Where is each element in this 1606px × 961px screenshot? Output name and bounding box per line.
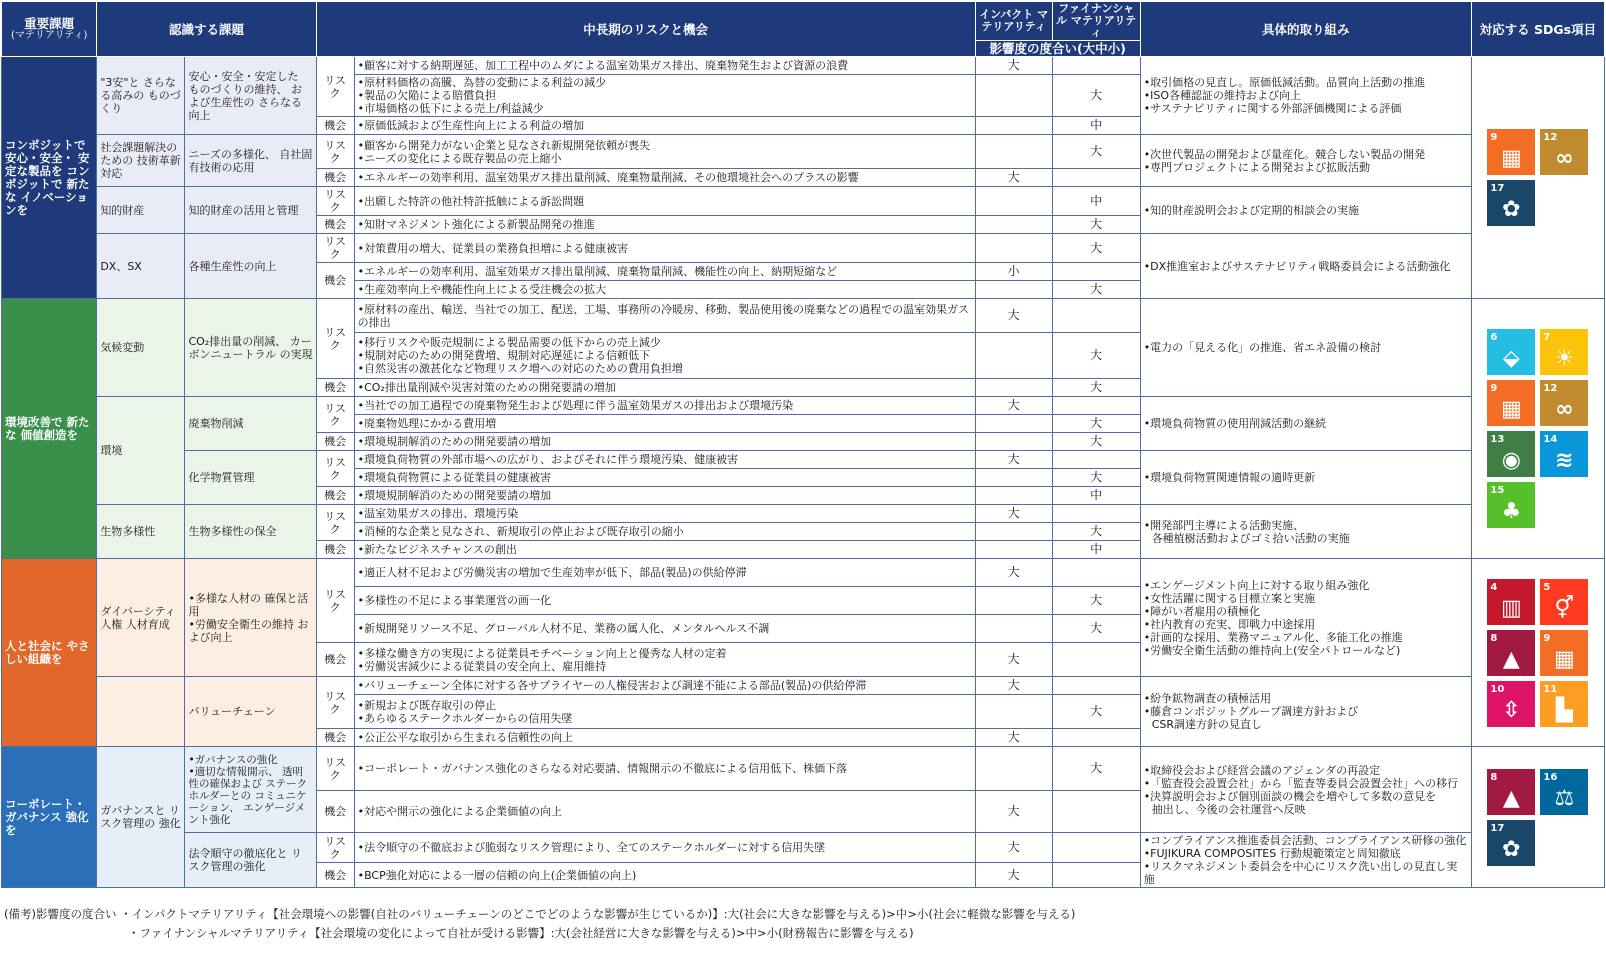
opportunity-label: 機会	[316, 791, 354, 833]
financial-level	[1052, 169, 1140, 187]
financial-level	[1052, 559, 1140, 587]
risk-item: •対策費用の増大、従業員の業務負担増による健康被害	[354, 234, 975, 263]
impact-level	[975, 187, 1052, 216]
impact-level	[975, 234, 1052, 263]
risk-item: •顧客に対する納期遅延、加工工程中のムダによる温室効果ガス排出、廃棄物発生および資源の浪費	[354, 57, 975, 75]
header-materiality: 重要課題 (マテリアリティ)	[2, 2, 97, 57]
opportunity-item: •生産効率向上や機能性向上による受注機会の拡大	[354, 281, 975, 299]
impact-level: 大	[975, 505, 1052, 523]
financial-level	[1052, 643, 1140, 677]
buildings-icon: 11 ▙	[1540, 681, 1588, 727]
financial-level: 大	[1052, 469, 1140, 487]
impact-level	[975, 281, 1052, 299]
risk-label: リスク	[316, 677, 354, 729]
issue: 知的財産の活用と管理	[185, 187, 316, 234]
financial-level: 大	[1052, 216, 1140, 234]
opportunity-label: 機会	[316, 729, 354, 747]
risk-label: リスク	[316, 451, 354, 487]
subtopic: 生物多様性	[97, 505, 185, 559]
subtopic: 知的財産	[97, 187, 185, 234]
impact-level	[975, 747, 1052, 791]
impact-level: 大	[975, 729, 1052, 747]
risk-item: •移行リスクや販売規制による製品需要の低下からの売上減少 •規制対応のための開発費増、規制対応遅延による信頼低下 •自然災害の激甚化など物理リスク増への対応のための費用負担増	[354, 333, 975, 379]
impact-level	[975, 415, 1052, 433]
actions: •DX推進室およびサステナビリティ戦略委員会による活動強化	[1140, 234, 1471, 299]
actions: •環境負荷物質関連情報の適時更新	[1140, 451, 1471, 505]
sdg-icons	[1471, 559, 1604, 747]
opportunity-label: 機会	[316, 169, 354, 187]
impact-level	[975, 487, 1052, 505]
sdg-icons	[1471, 747, 1604, 888]
header-risk-opportunity: 中長期のリスクと機会	[316, 2, 975, 57]
materiality-people-society: 人と社会に やさしい組織を	[2, 559, 97, 747]
actions: •開発部門主導による活動実施、 各種植樹活動およびゴミ拾い活動の実施	[1140, 505, 1471, 559]
impact-level	[975, 75, 1052, 117]
impact-level: 大	[975, 397, 1052, 415]
issue: 生物多様性の保全	[185, 505, 316, 559]
risk-item: •廃棄物処理にかかる費用増	[354, 415, 975, 433]
financial-level	[1052, 397, 1140, 415]
financial-level	[1052, 505, 1140, 523]
actions: •知的財産説明会および定期的相談会の実施	[1140, 187, 1471, 234]
issue: 廃棄物削減	[185, 397, 316, 451]
risk-item: •環境負荷物質による従業員の健康被害	[354, 469, 975, 487]
financial-level: 中	[1052, 487, 1140, 505]
header-sdgs: 対応する SDGs項目	[1471, 2, 1604, 57]
risk-item: •原材料価格の高騰、為替の変動による利益の減少 •製品の欠陥による賠償負担 •市場価格の低下による売上/利益減少	[354, 75, 975, 117]
risk-item: •バリューチェーン全体に対する各サプライヤーの人権侵害および調達不能による部品(製品)の供給停滞	[354, 677, 975, 695]
opportunity-label: 機会	[316, 487, 354, 505]
issue: 法令順守の徹底化と リスク管理の強化	[185, 833, 316, 888]
impact-level	[975, 216, 1052, 234]
financial-level: 大	[1052, 615, 1140, 643]
header-impact: インパクト マテリアリティ	[975, 2, 1052, 41]
financial-level	[1052, 833, 1140, 863]
issue: 各種生産性の向上	[185, 234, 316, 299]
impact-level	[975, 433, 1052, 451]
risk-item: •コーポレート・ガバナンス強化のさらなる対応要請、情報開示の不徹底による信用低下、株価下落	[354, 747, 975, 791]
impact-level	[975, 469, 1052, 487]
risk-item: •多様性の不足による事業運営の画一化	[354, 587, 975, 615]
actions: •エンゲージメント向上に対する取り組み強化 •女性活躍に関する目標立案と実施 •障がい者雇用の積極化 •社内教育の充実、即戦力中途採用 •計画的な採用、業務マニュアル化、多能工化の推進 •労働安全衛生活動の維持向上(安全パトロールなど)	[1140, 559, 1471, 677]
opportunity-label: 機会	[316, 541, 354, 559]
financial-level	[1052, 57, 1140, 75]
risk-label: リスク	[316, 833, 354, 863]
risk-item: •新規および既存取引の停止 •あらゆるステークホルダーからの信用失墜	[354, 695, 975, 729]
opportunity-item: •環境規制解消のための開発要請の増加	[354, 433, 975, 451]
opportunity-item: •知財マネジメント強化による新製品開発の推進	[354, 216, 975, 234]
actions: •取引価格の見直し。原価低減活動。品質向上活動の推進 •ISO各種認証の維持および向上 •サステナビリティに関する外部評価機関による評価	[1140, 57, 1471, 135]
opportunity-item: •エネルギーの効率利用、温室効果ガス排出量削減、廃棄物量削減、機能性の向上、納期短縮など	[354, 263, 975, 281]
issue: バリューチェーン	[185, 677, 316, 747]
financial-level	[1052, 791, 1140, 833]
impact-level: 大	[975, 559, 1052, 587]
financial-level	[1052, 451, 1140, 469]
impact-level	[975, 379, 1052, 397]
fish-icon: 14 ≋	[1540, 431, 1588, 477]
impact-level	[975, 695, 1052, 729]
impact-level: 大	[975, 299, 1052, 333]
gender-icon: 5 ⚥	[1540, 579, 1588, 625]
materiality-product-innovation: コンポジットで 安心・安全・ 安定な製品を コンポジットで 新たな イノベーションを	[2, 57, 97, 299]
impact-level	[975, 615, 1052, 643]
subtopic: 気候変動	[97, 299, 185, 397]
subtopic-spacer	[97, 677, 185, 747]
financial-level: 中	[1052, 187, 1140, 216]
impact-level: 大	[975, 169, 1052, 187]
financial-level: 大	[1052, 281, 1140, 299]
opportunity-label: 機会	[316, 643, 354, 677]
impact-level: 大	[975, 57, 1052, 75]
opportunity-label: 機会	[316, 117, 354, 135]
financial-level: 中	[1052, 541, 1140, 559]
risk-label: リスク	[316, 187, 354, 216]
issue: ニーズの多様化、 自社固有技術の応用	[185, 135, 316, 187]
sun-icon: 7 ☀	[1540, 329, 1588, 375]
materiality-environment: 環境改善で 新たな 価値創造を	[2, 299, 97, 559]
financial-level: 大	[1052, 433, 1140, 451]
opportunity-item: •多様な働き方の実現による従業員モチベーション向上と優秀な人材の定着 •労働災害減少による従業員の安全向上、雇用維持	[354, 643, 975, 677]
water-drop-icon: 6 ⬙	[1487, 329, 1535, 375]
financial-level: 大	[1052, 234, 1140, 263]
opportunity-item: •原価低減および生産性向上による利益の増加	[354, 117, 975, 135]
financial-level	[1052, 863, 1140, 888]
tree-icon: 15 ♣	[1487, 482, 1535, 528]
financial-level	[1052, 263, 1140, 281]
opportunity-item: •エネルギーの効率利用、温室効果ガス排出量削減、廃棄物量削減、その他環境社会へのプラスの影響	[354, 169, 975, 187]
impact-level: 小	[975, 263, 1052, 281]
growth-chart-icon: 8 ▲	[1487, 630, 1535, 676]
growth-chart-icon: 8 ▲	[1487, 769, 1535, 815]
subtopic: ガバナンスと リスク管理の 強化	[97, 747, 185, 888]
dove-icon: 16 ⚖	[1540, 769, 1588, 815]
actions: •取締役会および経営会議のアジェンダの再設定 •「監査役会設置会社」から「監査等委員会設置会社」への移行 •決算説明会および個別面談の機会を増やして多数の意見を 抽出し、今後の会社運営へ反映	[1140, 747, 1471, 833]
sdg-icons	[1471, 299, 1604, 559]
risk-item: •環境負荷物質の外部市場への広がり、およびそれに伴う環境汚染、健康被害	[354, 451, 975, 469]
actions: •次世代製品の開発および量産化。競合しない製品の開発 •専門プロジェクトによる開発および拡販活動	[1140, 135, 1471, 187]
footnote-label: (備考)影響度の度合い ・インパクトマテリアリティ【社会環境への影響(自社のバリューチェーンのどこでどのような影響が生じているか)】:大(社会に大きな影響を与える)>中>小(社会に軽微な影響を与える)	[4, 907, 1076, 921]
opportunity-item: •対応や開示の強化による企業価値の向上	[354, 791, 975, 833]
cubes-icon: 9 ▦	[1487, 129, 1535, 175]
subtopic: ダイバーシティ 人権 人材育成	[97, 559, 185, 677]
financial-level	[1052, 677, 1140, 695]
impact-level: 大	[975, 451, 1052, 469]
impact-level	[975, 333, 1052, 379]
subtopic: DX、SX	[97, 234, 185, 299]
subtopic: 環境	[97, 397, 185, 505]
header-actions: 具体的取り組み	[1140, 2, 1471, 57]
footnote-financial: ・ファイナンシャルマテリアリティ【社会環境の変化によって自社が受ける影響】:大(会社経営に大きな影響を与える)>中>小(財務報告に影響を与える)	[128, 926, 914, 940]
issue: CO₂排出量の削減、 カーボンニュートラル の実現	[185, 299, 316, 397]
financial-level: 大	[1052, 587, 1140, 615]
financial-level	[1052, 299, 1140, 333]
risk-item: •出願した特許の他社特許抵触による訴訟問題	[354, 187, 975, 216]
risk-label: リスク	[316, 135, 354, 169]
book-icon: 4 ▥	[1487, 579, 1535, 625]
financial-level: 大	[1052, 75, 1140, 117]
risk-label: リスク	[316, 397, 354, 433]
risk-label: リスク	[316, 299, 354, 379]
eye-globe-icon: 13 ◉	[1487, 431, 1535, 477]
flower-icon: 17 ✿	[1487, 820, 1535, 866]
financial-level: 大	[1052, 747, 1140, 791]
cubes-icon: 9 ▦	[1487, 380, 1535, 426]
cubes-icon: 9 ▦	[1540, 630, 1588, 676]
opportunity-item: •CO₂排出量削減や災害対策のための開発要請の増加	[354, 379, 975, 397]
impact-level: 大	[975, 791, 1052, 833]
opportunity-label: 機会	[316, 379, 354, 397]
impact-level: 大	[975, 643, 1052, 677]
issue: •ガバナンスの強化 •適切な情報開示、 透明性の確保および ステークホルダーとの コミュニケーション、 エンゲージメント強化	[185, 747, 316, 833]
opportunity-label: 機会	[316, 433, 354, 451]
subtopic: 社会課題解決の ための 技術革新対応	[97, 135, 185, 187]
issue: 安心・安全・安定した ものづくりの維持、 および生産性の さらなる向上	[185, 57, 316, 135]
opportunity-item: •BCP強化対応による一層の信頼の向上(企業価値の向上)	[354, 863, 975, 888]
financial-level: 大	[1052, 415, 1140, 433]
flower-icon: 17 ✿	[1487, 180, 1535, 226]
financial-level	[1052, 729, 1140, 747]
impact-level	[975, 587, 1052, 615]
opportunity-label: 機会	[316, 216, 354, 234]
issue: •多様な人材の 確保と活用 •労働安全衛生の維持 および向上	[185, 559, 316, 677]
actions: •紛争鉱物調査の積極活用 •藤倉コンポジットグループ調達方針および CSR調達方針の見直し	[1140, 677, 1471, 747]
footnote-impact: ・インパクトマテリアリティ【社会環境への影響(自社のバリューチェーンのどこでどのような影響が生じているか)】:大(社会に大きな影響を与える)>中>小(社会に軽微な影響を与える)	[120, 907, 1076, 921]
materiality-table	[1, 1, 1605, 888]
infinity-icon: 12 ∞	[1540, 129, 1588, 175]
impact-level: 大	[975, 677, 1052, 695]
header-issue: 認識する課題	[97, 2, 316, 57]
risk-item: •原材料の産出、輸送、当社での加工、配送、工場、事務所の冷暖房、移動、製品使用後の廃棄などの過程での温室効果ガスの排出	[354, 299, 975, 333]
financial-level: 大	[1052, 523, 1140, 541]
impact-level	[975, 541, 1052, 559]
financial-level: 大	[1052, 135, 1140, 169]
opportunity-item: •新たなビジネスチャンスの創出	[354, 541, 975, 559]
risk-item: •当社での加工過程での廃棄物発生および処理に伴う温室効果ガスの排出および環境汚染	[354, 397, 975, 415]
risk-item: •消極的な企業と見なされ、新規取引の停止および既存取引の縮小	[354, 523, 975, 541]
risk-item: •適正人材不足および労働災害の増加で生産効率が低下、部品(製品)の供給停滞	[354, 559, 975, 587]
actions: •コンプライアンス推進委員会活動、コンプライアンス研修の強化 •FUJIKURA COMPOSITES 行動規範策定と周知徹底 •リスクマネジメント委員会を中心にリスク洗い出しの見直し実施	[1140, 833, 1471, 888]
header-degree: 影響度の度合い(大中小)	[975, 41, 1140, 57]
sdg-icons	[1471, 57, 1604, 299]
impact-level: 大	[975, 833, 1052, 863]
risk-label: リスク	[316, 747, 354, 791]
risk-item: •新規開発リソース不足、グローバル人材不足、業務の属人化、メンタルヘルス不調	[354, 615, 975, 643]
subtopic: "3安"と さらなる高みの ものづくり	[97, 57, 185, 135]
impact-level	[975, 135, 1052, 169]
impact-level: 大	[975, 863, 1052, 888]
financial-level: 中	[1052, 117, 1140, 135]
risk-label: リスク	[316, 57, 354, 117]
actions: •電力の「見える化」の推進、省エネ設備の検討	[1140, 299, 1471, 397]
risk-item: •温室効果ガスの排出、環境汚染	[354, 505, 975, 523]
header-financial: ファイナンシャル マテリアリティ	[1052, 2, 1140, 41]
risk-label: リスク	[316, 505, 354, 541]
infinity-icon: 12 ∞	[1540, 380, 1588, 426]
equality-icon: 10 ⇳	[1487, 681, 1535, 727]
risk-label: リスク	[316, 559, 354, 643]
risk-item: •顧客から開発力がない企業と見なされ新規開発依頼が喪失 •ニーズの変化による既存製品の売上縮小	[354, 135, 975, 169]
issue: 化学物質管理	[185, 451, 316, 505]
risk-label: リスク	[316, 234, 354, 263]
opportunity-item: •公正公平な取引から生まれる信頼性の向上	[354, 729, 975, 747]
financial-level: 大	[1052, 379, 1140, 397]
impact-level	[975, 117, 1052, 135]
financial-level: 大	[1052, 695, 1140, 729]
opportunity-label: 機会	[316, 263, 354, 299]
opportunity-item: •環境規制解消のための開発要請の増加	[354, 487, 975, 505]
materiality-governance: コーポレート・ ガバナンス 強化を	[2, 747, 97, 888]
risk-item: •法令順守の不徹底および脆弱なリスク管理により、全てのステークホルダーに対する信用失墜	[354, 833, 975, 863]
financial-level: 大	[1052, 333, 1140, 379]
actions: •環境負荷物質の使用削減活動の継続	[1140, 397, 1471, 451]
impact-level	[975, 523, 1052, 541]
opportunity-label: 機会	[316, 863, 354, 888]
